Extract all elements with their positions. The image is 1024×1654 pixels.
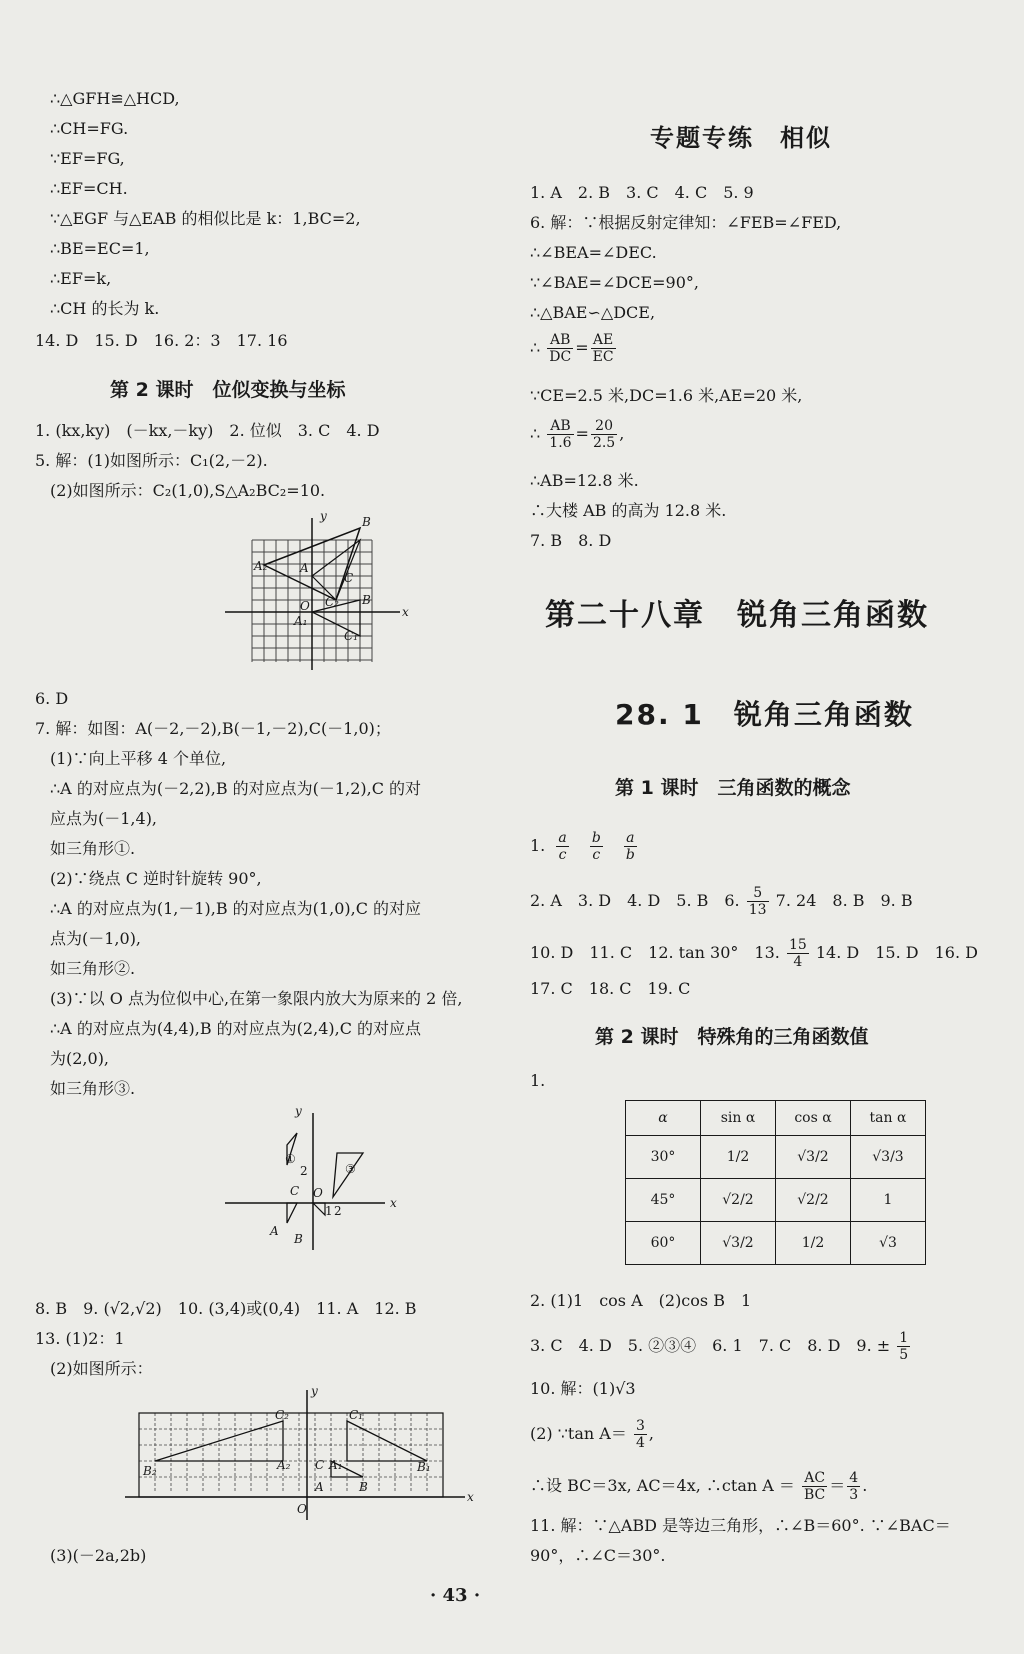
trig-table — [625, 1100, 926, 1265]
denominator: 5 — [899, 1347, 909, 1363]
svg-text:O: O — [313, 1186, 323, 1200]
svg-text:B: B — [362, 593, 371, 607]
svg-text:2: 2 — [300, 1164, 308, 1178]
table-row — [626, 1179, 926, 1222]
svg-text:B₁: B₁ — [417, 1460, 431, 1474]
figure-grid-1 — [170, 510, 410, 685]
table-cell: √3/2 — [776, 1136, 851, 1179]
text-suffix: , — [619, 424, 625, 443]
svg-text:O: O — [297, 1502, 307, 1516]
svg-text:C₁: C₁ — [344, 629, 358, 643]
answer-line: 7. B 8. D — [530, 531, 612, 550]
equation-line: ∴ $\frac{AB}{DC}$ = $\frac{AE}{EC}$ — [530, 332, 614, 365]
equation-line: ∴ $\frac{AB}{1.6}$ = $\frac{20}{2.5}$ , — [530, 418, 625, 451]
lesson-title: 第 2 课时 特殊角的三角函数值 — [595, 1026, 869, 1048]
svg-text:C: C — [344, 571, 354, 585]
text-suffix: , — [648, 1424, 654, 1443]
svg-text:B: B — [294, 1232, 303, 1246]
equation-line — [530, 1470, 867, 1503]
text-line: ∴大楼 AB 的高为 12.8 米. — [530, 501, 727, 520]
text-line: (3)∵以 O 点为位似中心,在第一象限内放大为原来的 2 倍, — [50, 989, 463, 1008]
text-suffix: 7. 24 8. B 9. B — [775, 891, 913, 910]
text-prefix: ∴ — [530, 424, 541, 443]
denominator: c — [592, 847, 601, 863]
text-prefix: ∴设 BC＝3x, AC＝4x, ∴ctan A ＝ — [530, 1476, 795, 1495]
chapter-title: 第二十八章 锐角三角函数 — [545, 598, 929, 633]
lesson-title: 第 1 课时 三角函数的概念 — [615, 777, 851, 799]
numerator: 4 — [849, 1470, 859, 1486]
text-line: (2)如图所示： — [50, 1359, 153, 1378]
table-row — [626, 1136, 926, 1179]
section-title: 28. 1 锐角三角函数 — [615, 698, 914, 731]
svg-text:B: B — [362, 515, 371, 529]
fraction — [847, 1470, 860, 1503]
figure-grid-3 — [125, 1385, 485, 1525]
text-prefix: 10. D 11. C 12. tan 30° 13. — [530, 943, 780, 962]
fraction — [590, 830, 603, 863]
svg-text:1: 1 — [325, 1204, 333, 1218]
table-cell: 45° — [626, 1179, 701, 1222]
denominator: 4 — [635, 1435, 645, 1451]
question-number: 1. — [530, 836, 546, 855]
answer-line: 8. B 9. (√2,√2) 10. (3,4)或(0,4) 11. A 12. B — [35, 1299, 417, 1318]
denominator: 4 — [793, 954, 803, 970]
svg-text:x: x — [402, 605, 409, 619]
text-line: ∴∠BEA=∠DEC. — [530, 243, 657, 262]
fraction — [591, 332, 616, 365]
svg-text:y: y — [320, 510, 327, 523]
fraction — [787, 937, 809, 970]
svg-text:C₁: C₁ — [349, 1408, 363, 1422]
numerator: AB — [547, 332, 573, 349]
answer-line: 6. 解：∵根据反射定律知：∠FEB=∠FED, — [530, 213, 842, 232]
answer-line: 6. D — [35, 689, 69, 708]
text-suffix: 14. D 15. D 16. D — [815, 943, 978, 962]
svg-text:C: C — [315, 1458, 325, 1472]
table-cell: 1/2 — [701, 1136, 776, 1179]
text-line: ∴AB=12.8 米. — [530, 471, 639, 490]
table-cell: 1 — [851, 1179, 926, 1222]
text-line: (2)∵绕点 C 逆时针旋转 90°, — [50, 869, 262, 888]
text-prefix: 3. C 4. D 5. ②③④ 6. 1 7. C 8. D 9. ± — [530, 1336, 891, 1355]
equation-line — [530, 1418, 654, 1451]
text-line: ∴EF=CH. — [50, 179, 128, 198]
text-line: ∴CH 的长为 k. — [50, 299, 160, 318]
table-cell: √3 — [851, 1222, 926, 1265]
text-mid: ＝ — [829, 1476, 846, 1495]
fraction — [802, 1470, 827, 1503]
svg-text:A: A — [300, 561, 309, 575]
numerator: 15 — [788, 937, 807, 953]
fraction — [556, 830, 568, 863]
text-line: ∴△GFH≌△HCD, — [50, 89, 180, 108]
table-cell: √2/2 — [701, 1179, 776, 1222]
answer-line — [530, 885, 913, 918]
text-prefix: 2. A 3. D 4. D 5. B 6. — [530, 891, 740, 910]
text-line: ∴A 的对应点为(－2,2),B 的对应点为(－1,2),C 的对 — [50, 779, 422, 798]
answer-line: 1. A 2. B 3. C 4. C 5. 9 — [530, 183, 754, 202]
numerator: a — [624, 830, 637, 847]
text-line: 如三角形②. — [50, 959, 136, 978]
text-line: (1)∵向上平移 4 个单位, — [50, 749, 227, 768]
svg-text:y: y — [311, 1385, 318, 1398]
numerator: b — [591, 830, 601, 846]
answer-line: 10. 解：(1)√3 — [530, 1379, 636, 1398]
svg-text:B: B — [359, 1480, 368, 1494]
text-line: ∵CE=2.5 米,DC=1.6 米,AE=20 米, — [530, 386, 803, 405]
text-line: ∵△EGF 与△EAB 的相似比是 k：1,BC=2, — [50, 209, 361, 228]
numerator: 5 — [747, 885, 769, 902]
fraction — [747, 885, 769, 918]
text-line: 点为(－1,0), — [50, 929, 142, 948]
text-line: 如三角形③. — [50, 1079, 136, 1098]
table-header-cell: tan α — [851, 1101, 926, 1136]
svg-text:y: y — [295, 1105, 302, 1118]
svg-text:A₂: A₂ — [254, 559, 268, 573]
table-header-cell: sin α — [701, 1101, 776, 1136]
numerator: 20 — [591, 418, 617, 435]
text-line: ∴△BAE∽△DCE, — [530, 303, 656, 322]
numerator: 1 — [899, 1330, 909, 1346]
denominator: b — [625, 847, 635, 863]
svg-text:A: A — [270, 1224, 279, 1238]
table-header-row — [626, 1101, 926, 1136]
answer-line: 14. D 15. D 16. 2：3 17. 16 — [35, 331, 288, 350]
text-line: ∴A 的对应点为(1,－1),B 的对应点为(1,0),C 的对应 — [50, 899, 422, 918]
svg-text:x: x — [467, 1490, 474, 1504]
answer-line: 1. (kx,ky) (－kx,－ky) 2. 位似 3. C 4. D — [35, 421, 380, 440]
text-line: 为(2,0), — [50, 1049, 110, 1068]
fraction — [547, 332, 573, 365]
answer-line — [530, 830, 639, 863]
fraction — [547, 418, 573, 451]
text-line: 如三角形①. — [50, 839, 136, 858]
text-line: ∴CH=FG. — [50, 119, 129, 138]
table-cell: √2/2 — [776, 1179, 851, 1222]
text-line: (2)如图所示：C₂(1,0),S△A₂BC₂=10. — [50, 481, 326, 500]
svg-text:C₂: C₂ — [275, 1408, 289, 1422]
svg-text:A₁: A₁ — [294, 614, 308, 628]
text-line: ∵EF=FG, — [50, 149, 125, 168]
table-cell: 1/2 — [776, 1222, 851, 1265]
svg-text:①: ① — [285, 1152, 296, 1166]
fraction — [897, 1330, 910, 1363]
svg-text:x: x — [390, 1196, 397, 1210]
text-line: 90°，∴∠C＝30°. — [530, 1546, 666, 1565]
text-line: ∴EF=k, — [50, 269, 112, 288]
fraction — [624, 830, 637, 863]
text-line: ∴A 的对应点为(4,4),B 的对应点为(2,4),C 的对应点 — [50, 1019, 422, 1038]
text-prefix: ∴ — [530, 338, 541, 357]
answer-line: 7. 解：如图：A(－2,－2),B(－1,－2),C(－1,0)； — [35, 719, 391, 738]
answer-line — [530, 1330, 912, 1363]
text-prefix: (2) ∵tan A＝ — [530, 1424, 627, 1443]
question-number: 1. — [530, 1071, 546, 1090]
denominator: c — [558, 847, 567, 863]
svg-text:C: C — [290, 1184, 300, 1198]
answer-line: 13. (1)2：1 — [35, 1329, 125, 1348]
denominator: BC — [804, 1487, 826, 1503]
topic-title: 专题专练 相似 — [650, 124, 832, 152]
table-header-cell: α — [626, 1101, 701, 1136]
answer-line: 5. 解：(1)如图所示：C₁(2,－2). — [35, 451, 268, 470]
fraction — [591, 418, 617, 451]
svg-text:2: 2 — [334, 1204, 342, 1218]
text-line: (3)(－2a,2b) — [50, 1546, 147, 1565]
page-number: · 43 · — [430, 1585, 481, 1606]
denominator: 3 — [849, 1487, 859, 1503]
numerator: AE — [591, 332, 616, 349]
table-cell: √3/3 — [851, 1136, 926, 1179]
denominator: 13 — [748, 902, 767, 918]
text-suffix: . — [862, 1476, 868, 1495]
denominator: 2.5 — [592, 435, 616, 451]
table-cell: √3/2 — [701, 1222, 776, 1265]
table-cell: 30° — [626, 1136, 701, 1179]
fraction — [634, 1418, 647, 1451]
numerator: 3 — [635, 1418, 645, 1434]
table-header-cell: cos α — [776, 1101, 851, 1136]
denominator: EC — [592, 349, 614, 365]
numerator: AC — [802, 1470, 827, 1487]
svg-text:B₂: B₂ — [143, 1464, 157, 1478]
answer-line: 17. C 18. C 19. C — [530, 979, 691, 998]
svg-text:A: A — [315, 1480, 324, 1494]
numerator: a — [558, 830, 567, 846]
svg-text:A₁: A₁ — [329, 1458, 343, 1472]
numerator: AB — [547, 418, 573, 435]
answer-line — [530, 937, 978, 970]
text-line: ∴BE=EC=1, — [50, 239, 150, 258]
table-cell: 60° — [626, 1222, 701, 1265]
answer-line: 2. (1)1 cos A (2)cos B 1 — [530, 1291, 752, 1310]
denominator: 1.6 — [549, 435, 572, 451]
answer-line: 11. 解：∵△ABD 是等边三角形，∴∠B＝60°. ∵∠BAC＝ — [530, 1516, 951, 1535]
svg-text:A₂: A₂ — [277, 1458, 291, 1472]
svg-text:C₂: C₂ — [325, 595, 339, 609]
svg-text:O: O — [300, 599, 310, 613]
text-line: ∵∠BAE=∠DCE=90°, — [530, 273, 699, 292]
lesson-title: 第 2 课时 位似变换与坐标 — [110, 379, 346, 401]
text-line: 应点为(－1,4), — [50, 809, 158, 828]
svg-text:③: ③ — [345, 1162, 356, 1176]
table-row — [626, 1222, 926, 1265]
figure-axes-2 — [170, 1105, 410, 1255]
denominator: DC — [549, 349, 572, 365]
